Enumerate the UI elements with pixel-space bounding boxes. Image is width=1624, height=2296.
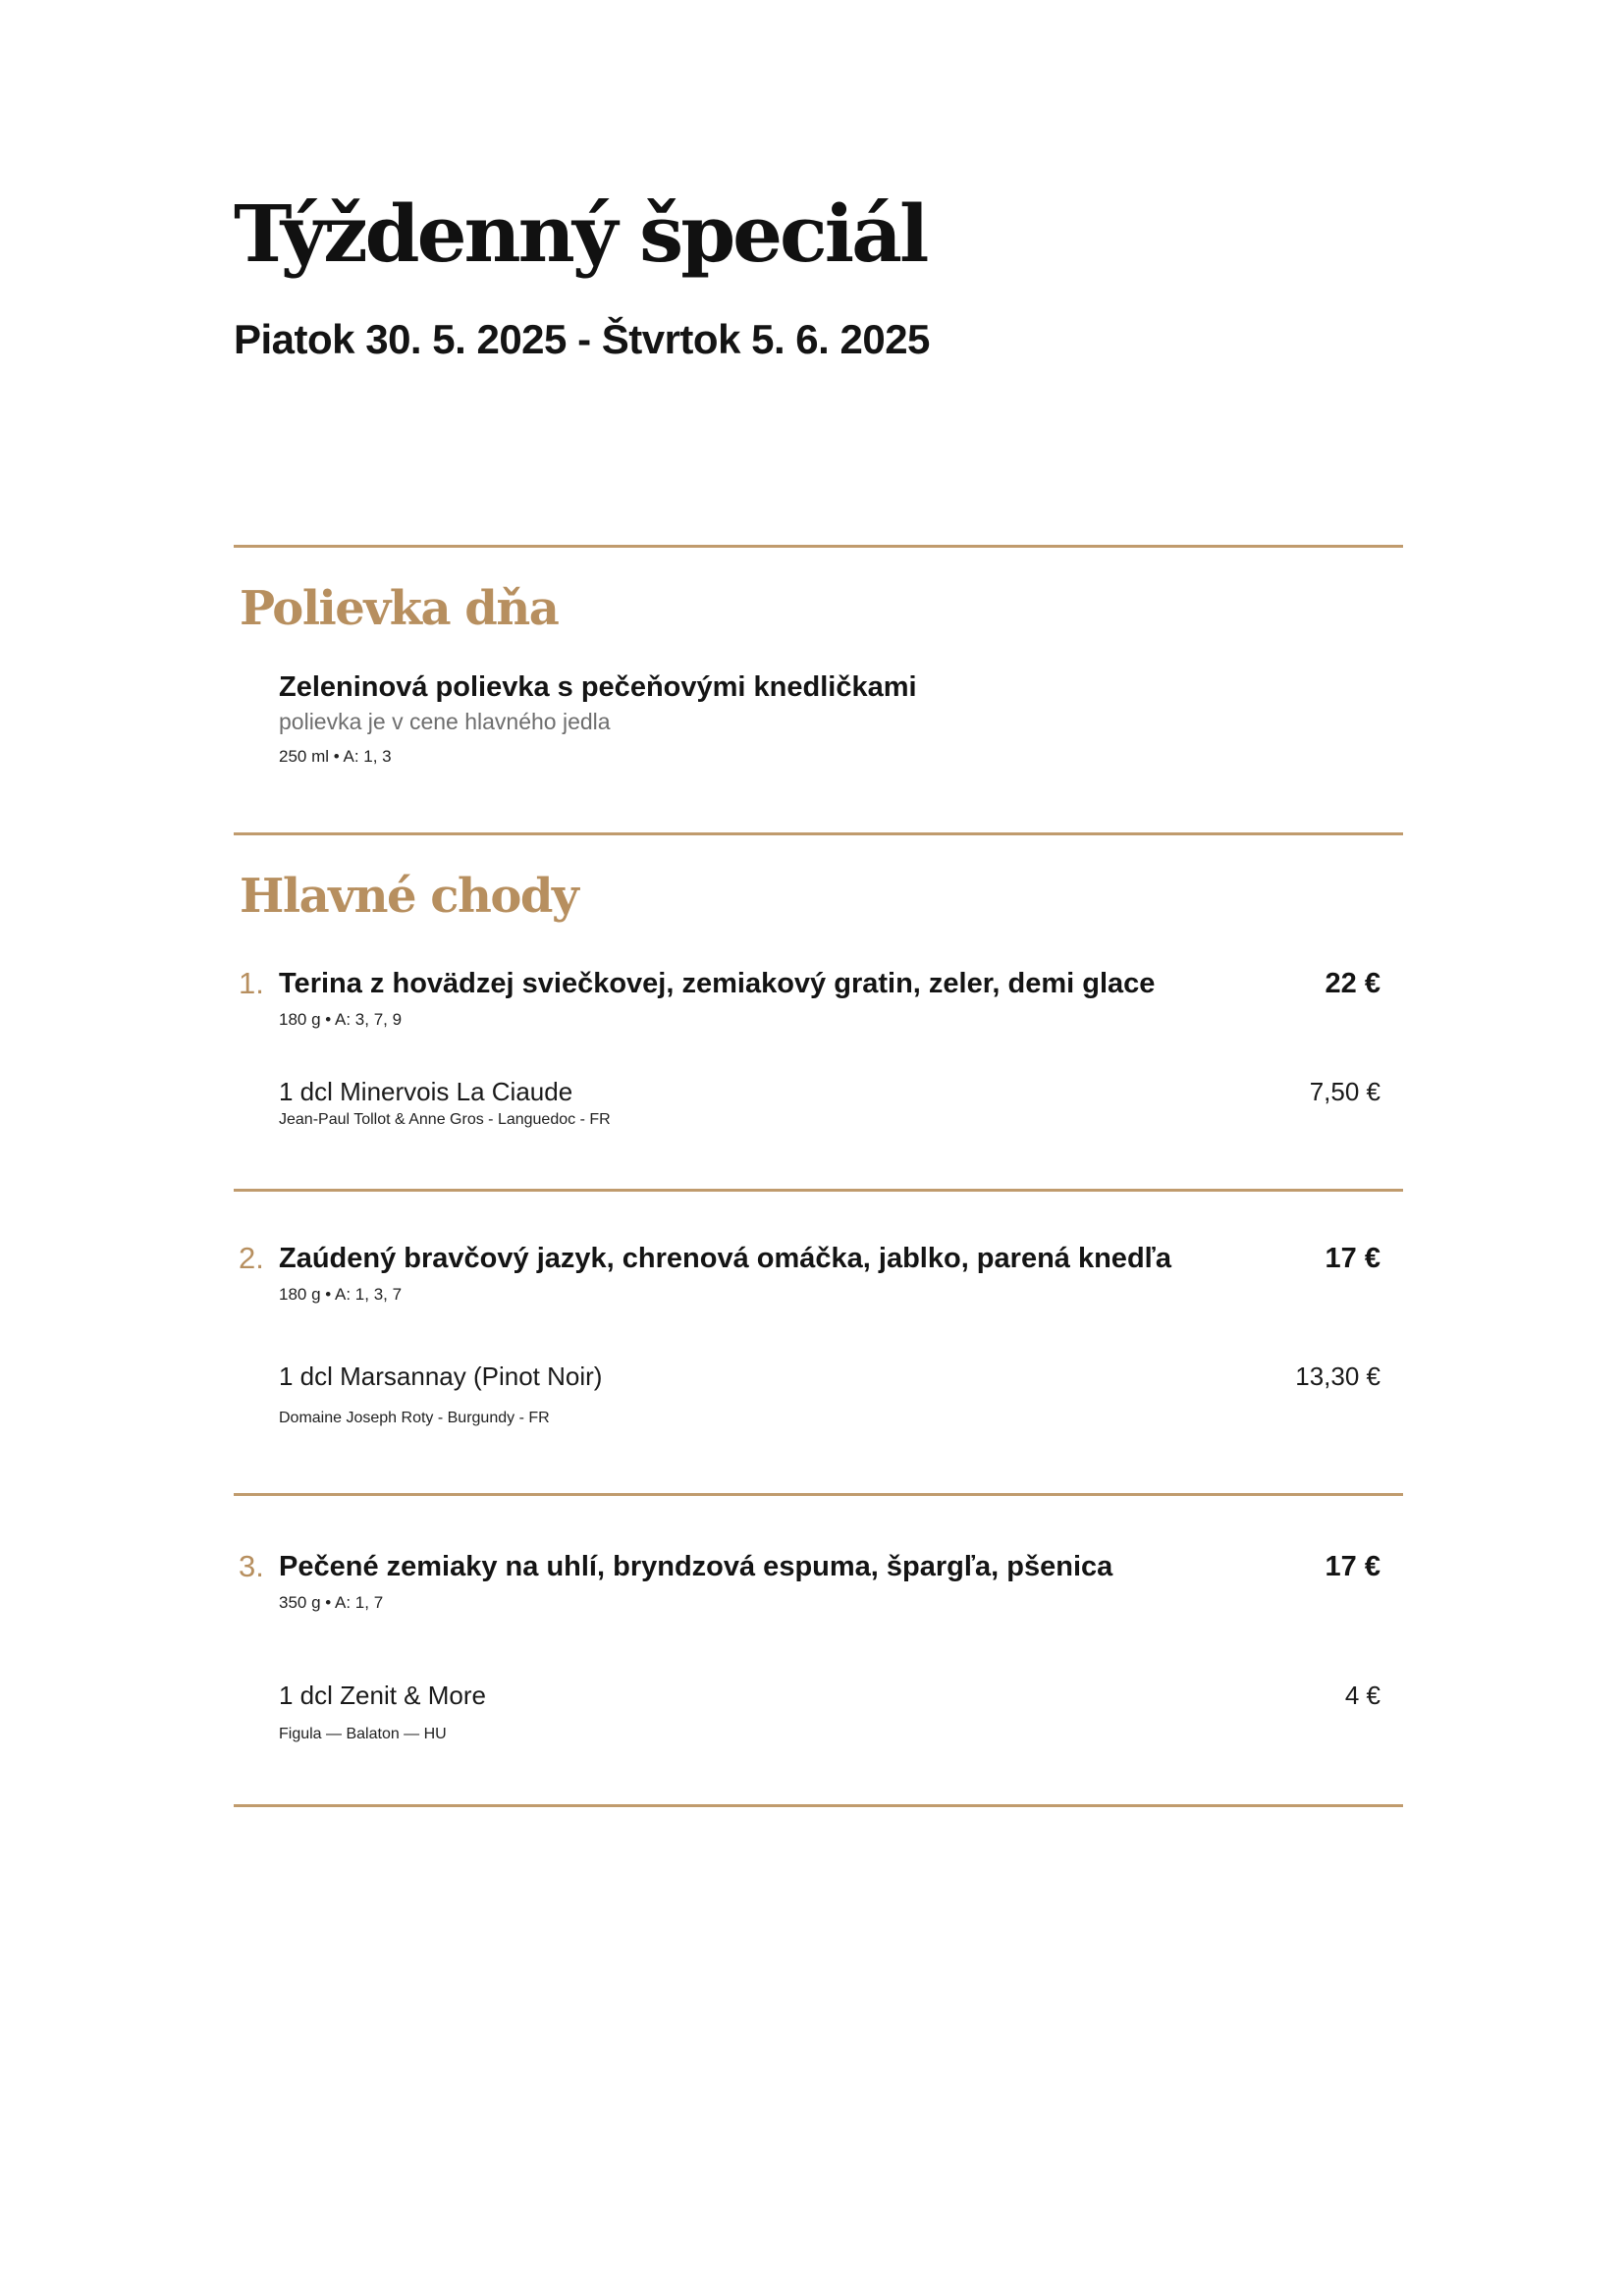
dish-price: 17 € xyxy=(1325,1551,1380,1582)
dish-number: 1. xyxy=(239,966,264,1000)
soup-name: Zeleninová polievka s pečeňovými knedličkami xyxy=(279,671,917,703)
soup-section-heading: Polievka dňa xyxy=(240,581,559,636)
dish-meta: 180 g • A: 1, 3, 7 xyxy=(279,1285,403,1304)
wine-origin: Jean-Paul Tollot & Anne Gros - Languedoc - FR xyxy=(279,1111,611,1128)
wine-price: 7,50 € xyxy=(1309,1077,1380,1106)
dish-name: Terina z hovädzej sviečkovej, zemiakový gratin, zeler, demi glace xyxy=(279,968,1156,999)
dish-price: 17 € xyxy=(1325,1243,1380,1274)
wine-price: 4 € xyxy=(1344,1681,1380,1710)
date-range: Piatok 30. 5. 2025 - Štvrtok 5. 6. 2025 xyxy=(234,316,930,362)
dish-meta: 180 g • A: 3, 7, 9 xyxy=(279,1010,403,1029)
soup-meta: 250 ml • A: 1, 3 xyxy=(279,747,392,766)
wine-name: 1 dcl Minervois La Ciaude xyxy=(279,1077,573,1106)
divider-soup-main xyxy=(234,832,1403,835)
divider-dish-1 xyxy=(234,1189,1403,1192)
dish-number: 2. xyxy=(239,1241,264,1275)
page-title: Týždenný špeciál xyxy=(234,187,927,280)
soup-note: polievka je v cene hlavného jedla xyxy=(279,709,611,734)
dish-price: 22 € xyxy=(1325,968,1380,999)
wine-origin: Figula — Balaton — HU xyxy=(279,1726,447,1742)
dish-name: Pečené zemiaky na uhlí, bryndzová espuma, špargľa, pšenica xyxy=(279,1551,1113,1582)
wine-price: 13,30 € xyxy=(1295,1362,1380,1391)
dish-name: Zaúdený bravčový jazyk, chrenová omáčka, jablko, parená knedľa xyxy=(279,1243,1171,1274)
divider-dish-2 xyxy=(234,1493,1403,1496)
wine-origin: Domaine Joseph Roty - Burgundy - FR xyxy=(279,1410,550,1426)
divider-top xyxy=(234,545,1403,548)
wine-name: 1 dcl Zenit & More xyxy=(279,1681,486,1710)
main-section-heading: Hlavné chody xyxy=(240,869,578,924)
divider-bottom xyxy=(234,1804,1403,1807)
dish-meta: 350 g • A: 1, 7 xyxy=(279,1593,384,1612)
wine-name: 1 dcl Marsannay (Pinot Noir) xyxy=(279,1362,603,1391)
dish-number: 3. xyxy=(239,1549,264,1583)
